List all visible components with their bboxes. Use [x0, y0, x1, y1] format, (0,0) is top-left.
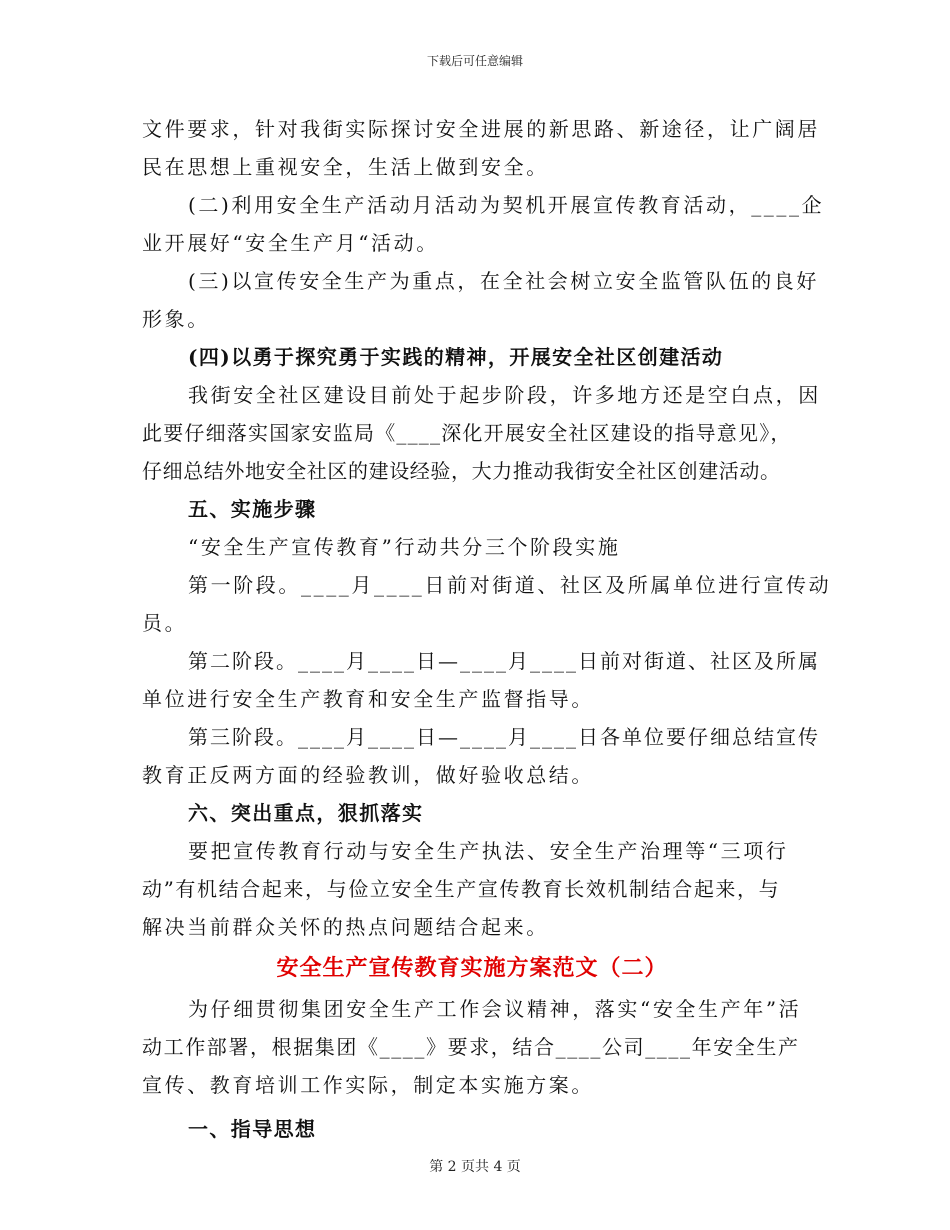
paragraph-line: 动”有机结合起来，与俭立安全生产宣传教育长效机制结合起来，与: [142, 877, 781, 901]
document-title: 安全生产宣传教育实施方案范文（二）: [276, 955, 668, 981]
paragraph-line: 员。: [142, 611, 188, 635]
paragraph-line: 文件要求，针对我街实际探讨安全进展的新思路、新途径，让广阔居: [142, 117, 820, 141]
paragraph-line: 此要仔细落实国家安监局《____深化开展安全社区建设的指导意见》，: [142, 421, 792, 445]
paragraph-line: 我街安全社区建设目前处于起步阶段，许多地方还是空白点，因: [188, 383, 821, 407]
paragraph-line: (二)利用安全生产活动月活动为契机开展宣传教育活动，____企: [188, 193, 825, 217]
paragraph-line: 教育正反两方面的经验教训，做好验收总结。: [142, 763, 594, 787]
paragraph-line: 宣传、教育培训工作实际，制定本实施方案。: [142, 1073, 594, 1097]
section-heading: 六、突出重点，狠抓落实: [188, 801, 424, 825]
paragraph-line: 动工作部署，根据集团《____》要求，结合____公司____年安全生产: [142, 1035, 800, 1059]
page-header: 下载后可任意编辑: [426, 54, 523, 68]
section-heading: 五、实施步骤: [188, 497, 317, 521]
paragraph-line: 形象。: [142, 307, 210, 331]
paragraph-line: 要把宣传教育行动与安全生产执法、安全生产治理等“三项行: [188, 839, 789, 863]
paragraph-line: “安全生产宣传教育”行动共分三个阶段实施: [188, 535, 621, 559]
paragraph-line: 业开展好“安全生产月“活动。: [142, 231, 439, 255]
paragraph-line: 民在思想上重视安全，生活上做到安全。: [142, 155, 549, 179]
paragraph-line: 为仔细贯彻集团安全生产工作会议精神，落实“安全生产年”活: [188, 997, 802, 1021]
paragraph-line: 单位进行安全生产教育和安全生产监督指导。: [142, 687, 594, 711]
paragraph-line: 仔细总结外地安全社区的建设经验，大力推动我街安全社区创建活动。: [142, 459, 781, 483]
paragraph-line: 解决当前群众关怀的热点问题结合起来。: [142, 915, 549, 939]
page-footer: 第 2 页共 4 页: [429, 1159, 521, 1175]
paragraph-line: 第二阶段。____月____日—____月____日前对街道、社区及所属: [188, 649, 820, 673]
section-heading: (四)以勇于探究勇于实践的精神，开展安全社区创建活动: [188, 345, 724, 369]
paragraph-line: 第一阶段。____月____日前对街道、社区及所属单位进行宣传动: [188, 573, 832, 597]
paragraph-line: 第三阶段。____月____日—____月____日各单位要仔细总结宣传: [188, 725, 820, 749]
section-heading: 一、指导思想: [188, 1117, 317, 1141]
document-body: [142, 110, 832, 1148]
paragraph-line: (三)以宣传安全生产为重点，在全社会树立安全监管队伍的良好: [188, 269, 820, 293]
